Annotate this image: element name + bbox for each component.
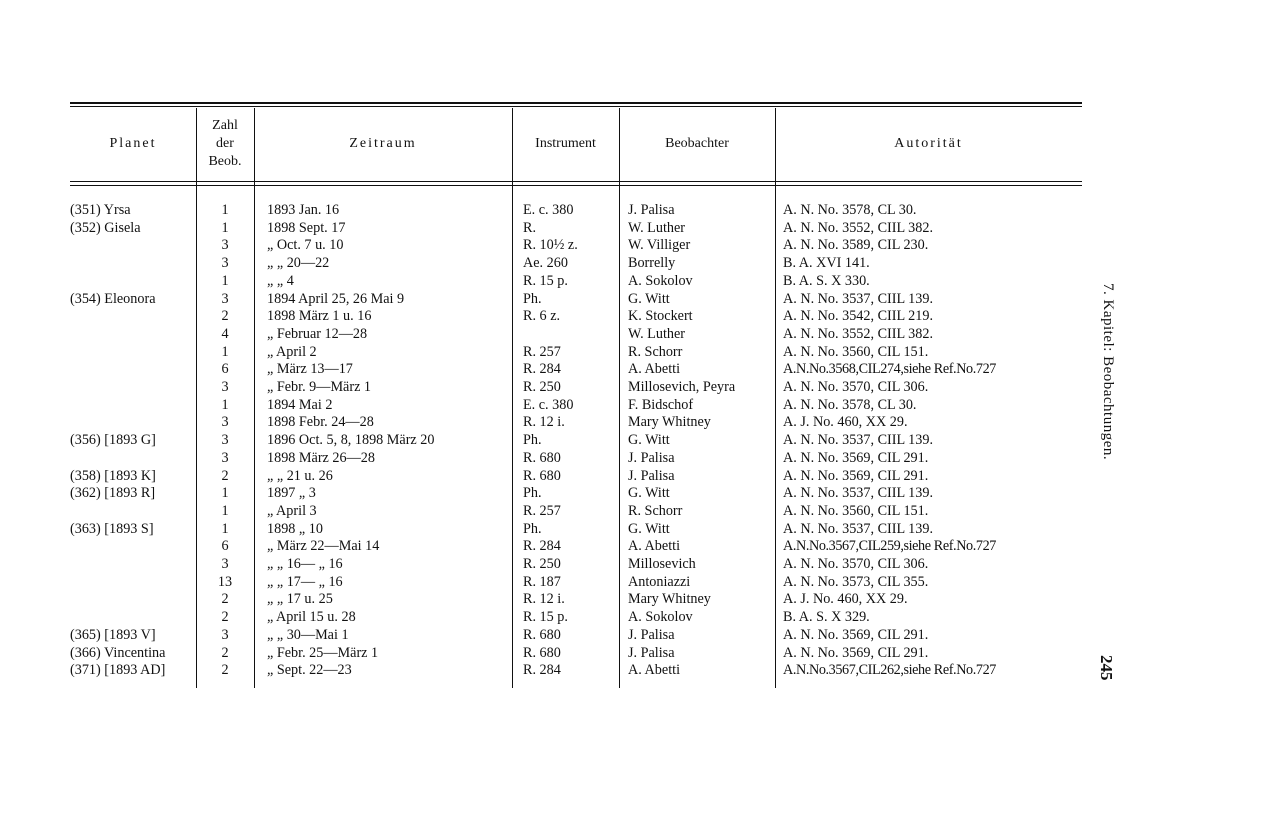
- page-number-text: 245: [1097, 655, 1116, 681]
- table-row: [70, 432, 1082, 450]
- page-number: [1097, 655, 1128, 695]
- cell-zahl: 2: [221, 591, 229, 608]
- cell-beobachter: W. Luther: [628, 219, 685, 236]
- cell-zeitraum: 1898 März 26—28: [267, 449, 375, 466]
- cell-instrument: R. 187: [523, 573, 561, 590]
- cell-autoritaet: A. N. No. 3537, CIIL 139.: [783, 290, 934, 307]
- cell-zahl: 3: [221, 414, 229, 431]
- cell-autoritaet: A. N. No. 3569, CIL 291.: [783, 626, 929, 643]
- table-row: [70, 326, 1082, 344]
- cell-zeitraum: „ „ 17 u. 25: [267, 591, 333, 608]
- cell-zeitraum: 1898 Sept. 17: [267, 219, 346, 236]
- cell-zahl: 1: [221, 343, 229, 360]
- header-zahl-line3: Beob.: [208, 154, 242, 169]
- cell-instrument: R. 250: [523, 379, 561, 395]
- table-row: [70, 379, 1082, 397]
- cell-instrument: Ph.: [523, 432, 542, 449]
- cell-autoritaet: A. N. No. 3552, CIIL 382.: [783, 219, 934, 236]
- cell-zeitraum: „ „ 20—22: [267, 255, 330, 272]
- cell-planet: (354) Eleonora: [70, 290, 156, 307]
- cell-beobachter: G. Witt: [628, 432, 670, 449]
- cell-zeitraum: „ Februar 12—28: [267, 325, 368, 342]
- cell-zeitraum: „ März 13—17: [267, 361, 353, 378]
- table-row: [70, 397, 1082, 415]
- cell-zahl: 1: [221, 272, 229, 289]
- cell-instrument: R. 15 p.: [523, 272, 568, 289]
- cell-planet: (366) Vincentina: [70, 644, 166, 661]
- cell-beobachter: F. Bidschof: [628, 396, 694, 413]
- table-row: [70, 255, 1082, 273]
- cell-beobachter: K. Stockert: [628, 308, 693, 325]
- cell-zahl: 13: [217, 573, 233, 590]
- table-row: [70, 591, 1082, 609]
- cell-zahl: 1: [221, 396, 229, 413]
- cell-beobachter: R. Schorr: [628, 343, 683, 360]
- cell-zahl: 3: [221, 379, 229, 395]
- cell-instrument: R. 12 i.: [523, 414, 565, 431]
- cell-autoritaet: A. N. No. 3578, CL 30.: [783, 396, 917, 413]
- cell-instrument: Ph.: [523, 485, 542, 502]
- cell-instrument: R. 680: [523, 449, 561, 466]
- table-row: [70, 237, 1082, 255]
- cell-zeitraum: 1894 April 25, 26 Mai 9: [267, 290, 405, 307]
- cell-beobachter: A. Abetti: [628, 361, 681, 378]
- cell-zeitraum: „ Febr. 9—März 1: [267, 379, 372, 395]
- cell-zahl: 2: [221, 662, 229, 679]
- cell-zeitraum: 1898 März 1 u. 16: [267, 308, 372, 325]
- table-row: [70, 361, 1082, 379]
- cell-beobachter: J. Palisa: [628, 449, 675, 466]
- top-rule-thin: [70, 106, 1082, 107]
- table-row: [70, 450, 1082, 468]
- cell-zeitraum: „ Oct. 7 u. 10: [267, 237, 344, 254]
- cell-instrument: R. 680: [523, 626, 561, 643]
- cell-instrument: R. 6 z.: [523, 308, 561, 325]
- header-planet: Planet: [109, 136, 157, 151]
- cell-planet: (352) Gisela: [70, 219, 141, 236]
- table-row: [70, 521, 1082, 539]
- cell-autoritaet: B. A. S. X 329.: [783, 609, 870, 626]
- cell-zeitraum: „ „ 30—Mai 1: [267, 626, 349, 643]
- cell-beobachter: J. Palisa: [628, 644, 675, 661]
- cell-zahl: 6: [221, 538, 229, 555]
- cell-planet: (365) [1893 V]: [70, 626, 156, 643]
- cell-autoritaet: A. N. No. 3537, CIIL 139.: [783, 485, 934, 502]
- cell-zahl: 6: [221, 361, 229, 378]
- table-row: [70, 414, 1082, 432]
- cell-planet: (362) [1893 R]: [70, 485, 156, 502]
- cell-instrument: R. 284: [523, 361, 561, 378]
- cell-zahl: 3: [221, 556, 229, 572]
- cell-zahl: 1: [221, 485, 229, 502]
- header-zahl-line1: Zahl: [212, 118, 238, 133]
- cell-zeitraum: „ Febr. 25—März 1: [267, 644, 379, 661]
- table-row: [70, 538, 1082, 556]
- header-instrument: Instrument: [535, 136, 596, 151]
- cell-autoritaet: A. J. No. 460, XX 29.: [783, 414, 908, 431]
- cell-zeitraum: 1897 „ 3: [267, 485, 316, 502]
- cell-zahl: 3: [221, 290, 229, 307]
- table-row: [70, 485, 1082, 503]
- cell-beobachter: Antoniazzi: [628, 573, 691, 590]
- cell-zeitraum: 1898 „ 10: [267, 520, 323, 537]
- cell-instrument: R. 680: [523, 467, 561, 484]
- header-zeitraum: Zeitraum: [349, 136, 417, 151]
- cell-beobachter: W. Villiger: [628, 237, 691, 254]
- cell-zeitraum: „ „ 17— „ 16: [267, 573, 343, 590]
- cell-zeitraum: 1893 Jan. 16: [267, 202, 340, 218]
- cell-autoritaet: A. N. No. 3578, CL 30.: [783, 202, 917, 218]
- cell-instrument: R. 250: [523, 556, 561, 572]
- table-row: [70, 308, 1082, 326]
- cell-zahl: 2: [221, 308, 229, 325]
- cell-autoritaet: B. A. S. X 330.: [783, 272, 870, 289]
- cell-beobachter: J. Palisa: [628, 626, 675, 643]
- cell-zeitraum: „ April 15 u. 28: [267, 609, 356, 626]
- cell-zahl: 3: [221, 255, 229, 272]
- cell-beobachter: A. Abetti: [628, 662, 681, 679]
- cell-zeitraum: „ März 22—Mai 14: [267, 538, 380, 555]
- cell-beobachter: W. Luther: [628, 325, 685, 342]
- cell-beobachter: A. Sokolov: [628, 609, 693, 626]
- cell-autoritaet: A. N. No. 3537, CIIL 139.: [783, 432, 934, 449]
- cell-autoritaet: A. N. No. 3569, CIL 291.: [783, 449, 929, 466]
- cell-beobachter: A. Sokolov: [628, 272, 693, 289]
- cell-instrument: R. 12 i.: [523, 591, 565, 608]
- cell-beobachter: G. Witt: [628, 290, 670, 307]
- cell-planet: (356) [1893 G]: [70, 432, 156, 449]
- cell-instrument: R. 680: [523, 644, 561, 661]
- cell-autoritaet: A. N. No. 3537, CIIL 139.: [783, 520, 934, 537]
- cell-autoritaet: B. A. XVI 141.: [783, 255, 870, 272]
- header-autoritaet: Autorität: [894, 136, 963, 151]
- cell-zahl: 1: [221, 202, 229, 218]
- cell-zeitraum: 1898 Febr. 24—28: [267, 414, 374, 431]
- cell-zeitraum: „ „ 21 u. 26: [267, 467, 333, 484]
- cell-autoritaet: A. N. No. 3569, CIL 291.: [783, 644, 929, 661]
- cell-instrument: R. 257: [523, 343, 561, 360]
- cell-zeitraum: „ „ 16— „ 16: [267, 556, 343, 572]
- cell-autoritaet: A. N. No. 3589, CIL 230.: [783, 237, 929, 254]
- cell-autoritaet: A. N. No. 3560, CIL 151.: [783, 343, 929, 360]
- cell-instrument: R. 10½ z.: [523, 237, 578, 254]
- table-row: [70, 627, 1082, 645]
- cell-autoritaet: A.N.No.3567,CIL262,siehe Ref.No.727: [783, 662, 996, 679]
- cell-instrument: E. c. 380: [523, 202, 574, 218]
- cell-planet: (358) [1893 K]: [70, 467, 156, 484]
- cell-beobachter: J. Palisa: [628, 467, 675, 484]
- cell-instrument: R.: [523, 219, 537, 236]
- cell-beobachter: Borrelly: [628, 255, 676, 272]
- cell-instrument: Ae. 260: [523, 255, 568, 272]
- table-row: [70, 662, 1082, 680]
- cell-autoritaet: A.N.No.3567,CIL259,siehe Ref.No.727: [783, 538, 996, 555]
- cell-instrument: R. 15 p.: [523, 609, 568, 626]
- cell-zahl: 3: [221, 237, 229, 254]
- top-rule-thick: [70, 102, 1082, 104]
- cell-zeitraum: „ April 2: [267, 343, 317, 360]
- cell-beobachter: Millosevich: [628, 556, 696, 572]
- cell-autoritaet: A.N.No.3568,CIL274,siehe Ref.No.727: [783, 361, 996, 378]
- table-row: [70, 556, 1082, 574]
- table-row: [70, 503, 1082, 521]
- cell-zahl: 3: [221, 432, 229, 449]
- cell-zahl: 1: [221, 520, 229, 537]
- cell-zahl: 1: [221, 219, 229, 236]
- header-rule-2: [70, 185, 1082, 186]
- table-row: [70, 574, 1082, 592]
- cell-instrument: R. 284: [523, 538, 561, 555]
- table-header: [70, 108, 1082, 180]
- cell-instrument: E. c. 380: [523, 396, 574, 413]
- cell-autoritaet: A. N. No. 3552, CIIL 382.: [783, 325, 934, 342]
- table-row: [70, 645, 1082, 663]
- cell-beobachter: G. Witt: [628, 520, 670, 537]
- cell-autoritaet: A. N. No. 3570, CIL 306.: [783, 379, 929, 395]
- cell-instrument: Ph.: [523, 290, 542, 307]
- header-beobachter: Beobachter: [665, 136, 729, 151]
- table-row: [70, 220, 1082, 238]
- cell-beobachter: Mary Whitney: [628, 414, 711, 431]
- table-row: [70, 291, 1082, 309]
- cell-zahl: 3: [221, 449, 229, 466]
- header-rule-1: [70, 181, 1082, 182]
- cell-beobachter: J. Palisa: [628, 202, 675, 218]
- cell-autoritaet: A. N. No. 3573, CIL 355.: [783, 573, 929, 590]
- cell-zahl: 1: [221, 502, 229, 519]
- cell-zeitraum: „ „ 4: [267, 272, 294, 289]
- cell-beobachter: Mary Whitney: [628, 591, 711, 608]
- cell-autoritaet: A. N. No. 3542, CIIL 219.: [783, 308, 934, 325]
- header-zahl-line2: der: [216, 136, 234, 151]
- cell-zahl: 2: [221, 644, 229, 661]
- cell-zahl: 2: [221, 609, 229, 626]
- cell-beobachter: A. Abetti: [628, 538, 681, 555]
- table-row: [70, 344, 1082, 362]
- cell-zeitraum: 1896 Oct. 5, 8, 1898 März 20: [267, 432, 435, 449]
- table-row: [70, 202, 1082, 220]
- cell-zahl: 3: [221, 626, 229, 643]
- cell-autoritaet: A. N. No. 3570, CIL 306.: [783, 556, 929, 572]
- cell-beobachter: Millosevich, Peyra: [628, 379, 736, 395]
- running-head-text: 7. Kapitel: Beobachtungen.: [1100, 283, 1116, 461]
- cell-zahl: 4: [221, 325, 229, 342]
- cell-instrument: R. 257: [523, 502, 561, 519]
- header-zahl: [196, 108, 254, 180]
- cell-zahl: 2: [221, 467, 229, 484]
- cell-autoritaet: A. N. No. 3569, CIL 291.: [783, 467, 929, 484]
- running-head: [1100, 283, 1128, 483]
- cell-planet: (371) [1893 AD]: [70, 662, 166, 679]
- cell-planet: (351) Yrsa: [70, 202, 131, 218]
- cell-beobachter: G. Witt: [628, 485, 670, 502]
- cell-instrument: Ph.: [523, 520, 542, 537]
- cell-zeitraum: „ Sept. 22—23: [267, 662, 352, 679]
- cell-zeitraum: „ April 3: [267, 502, 317, 519]
- cell-zeitraum: 1894 Mai 2: [267, 396, 333, 413]
- table-row: [70, 468, 1082, 486]
- cell-planet: (363) [1893 S]: [70, 520, 154, 537]
- cell-autoritaet: A. J. No. 460, XX 29.: [783, 591, 908, 608]
- table-row: [70, 609, 1082, 627]
- cell-instrument: R. 284: [523, 662, 561, 679]
- table-row: [70, 273, 1082, 291]
- cell-autoritaet: A. N. No. 3560, CIL 151.: [783, 502, 929, 519]
- cell-beobachter: R. Schorr: [628, 502, 683, 519]
